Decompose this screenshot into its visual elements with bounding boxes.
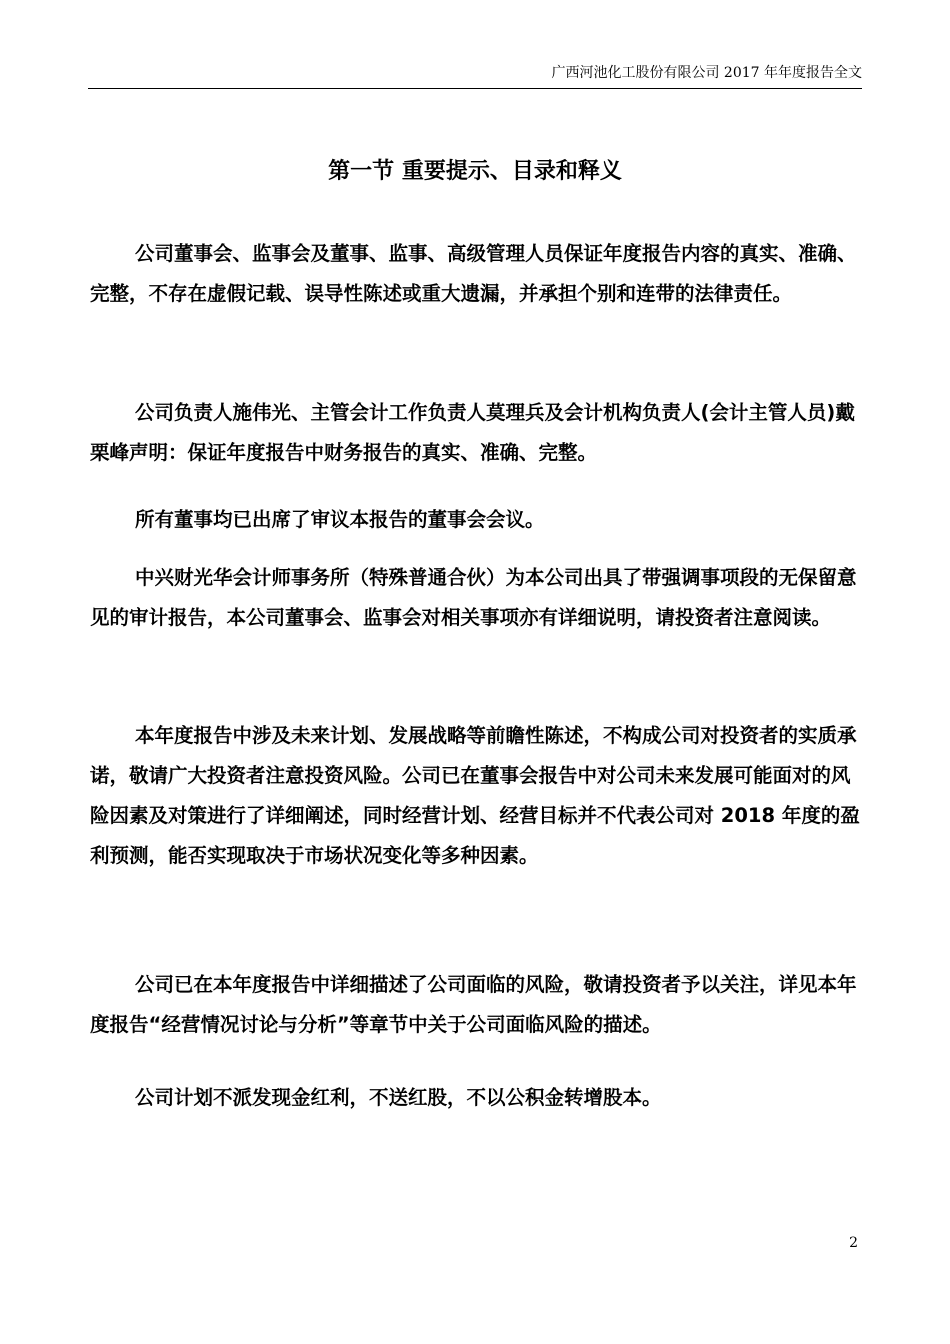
running-header: 广西河池化工股份有限公司 2017 年年度报告全文 [551, 65, 862, 81]
paragraph-audit-report: 中兴财光华会计师事务所（特殊普通合伙）为本公司出具了带强调事项段的无保留意见的审计报告，本公司董事会、监事会对相关事项亦有详细说明，请投资者注意阅读。 [90, 566, 857, 629]
paragraph-risk-description: 公司已在本年度报告中详细描述了公司面临的风险，敬请投资者予以关注，详见本年度报告“经营情况讨论与分析”等章节中关于公司面临风险的描述。 [90, 973, 857, 1036]
paragraph-directors-attendance: 所有董事均已出席了审议本报告的董事会会议。 [135, 508, 545, 531]
paragraph-dividend-plan: 公司计划不派发现金红利，不送红股，不以公积金转增股本。 [135, 1086, 662, 1109]
paragraph-board-guarantee: 公司董事会、监事会及董事、监事、高级管理人员保证年度报告内容的真实、准确、完整，不存在虚假记载、误导性陈述或重大遗漏，并承担个别和连带的法律责任。 [90, 242, 857, 305]
page-number: 2 [849, 1235, 858, 1251]
section-title: 第一节 重要提示、目录和释义 [328, 159, 622, 184]
paragraph-forward-looking: 本年度报告中涉及未来计划、发展战略等前瞻性陈述，不构成公司对投资者的实质承诺，敬请广大投资者注意投资风险。公司已在董事会报告中对公司未来发展可能面对的风险因素及对策进行了详细阐述，同时经营计划、经营目标并不代表公司对 2018 年度的盈利预测，能否实现取决于市场状况变化等多种因素。 [90, 724, 860, 867]
paragraph-responsible-persons: 公司负责人施伟光、主管会计工作负责人莫理兵及会计机构负责人(会计主管人员)戴栗峰声明：保证年度报告中财务报告的真实、准确、完整。 [90, 401, 855, 464]
header-divider [88, 88, 862, 89]
